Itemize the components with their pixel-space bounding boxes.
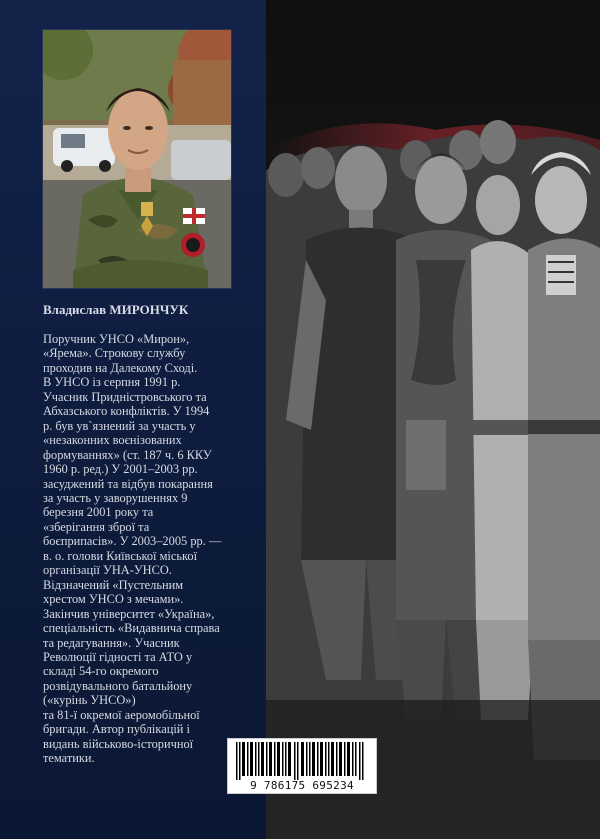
bio-line: тематики.: [43, 751, 95, 766]
soldiers-photo: [266, 0, 600, 839]
bio-line: Закінчив університет «Україна»,: [43, 606, 215, 621]
bio-line: 1960 р. ред.) У 2001–2003 рр.: [43, 462, 198, 477]
bio-line: в. о. голови Київської міської: [43, 548, 198, 563]
bio-line: спеціальність «Видавнича справа: [43, 621, 220, 636]
bio-line: березня 2001 року та: [43, 505, 154, 520]
bio-line: Учасник Придністровського та: [43, 389, 207, 404]
bio-line: та 81-ї окремої аеромобільної: [43, 707, 200, 722]
bio-line: Відзначений «Пустельним: [43, 577, 184, 592]
bio-line: формуваннях» (ст. 187 ч. 6 ККУ: [43, 447, 212, 462]
author-photo: [43, 30, 231, 288]
bio-line: Абхазського конфліктів. У 1994: [43, 404, 210, 419]
bio-line: В УНСО із серпня 1991 р.: [43, 375, 181, 390]
isbn-number: 9 786175 695234: [250, 779, 354, 792]
bio-line: бригади. Автор публікацій і: [43, 722, 190, 737]
bio-line: боєприпасів». У 2003–2005 рр. —: [43, 534, 222, 549]
author-name: Владислав МИРОНЧУК: [43, 302, 189, 317]
bio-line: Поручник УНСО «Мирон»,: [43, 332, 190, 346]
bio-line: видань військово-історичної: [43, 736, 194, 751]
bio-line: «зберігання зброї та: [43, 519, 150, 534]
bio-line: р. був ув`язнений за участь у: [43, 418, 196, 433]
bio-line: проходив на Далекому Сході.: [43, 360, 198, 375]
bio-line: («курінь УНСО»): [43, 693, 136, 708]
bio-line: за участь у заворушеннях 9: [43, 490, 188, 505]
bio-line: Революції гідності та АТО у: [43, 649, 193, 664]
bio-line: та редагування». Учасник: [43, 635, 180, 650]
author-panel: [0, 0, 266, 839]
bio-line: хрестом УНСО з мечами».: [43, 592, 184, 607]
barcode-bars: [228, 739, 376, 781]
bio-line: розвідувального батальйону: [43, 678, 193, 693]
isbn-barcode: [228, 739, 376, 793]
bio-line: засуджений та відбув покарання: [43, 476, 213, 491]
bio-line: «Ярема». Строкову службу: [43, 346, 186, 361]
bio-line: «незаконних воєнізованих: [43, 433, 182, 448]
author-biography: [43, 332, 258, 766]
bio-line: організації УНА-УНСО.: [43, 563, 172, 578]
bio-line: складі 54-го окремого: [43, 664, 159, 679]
